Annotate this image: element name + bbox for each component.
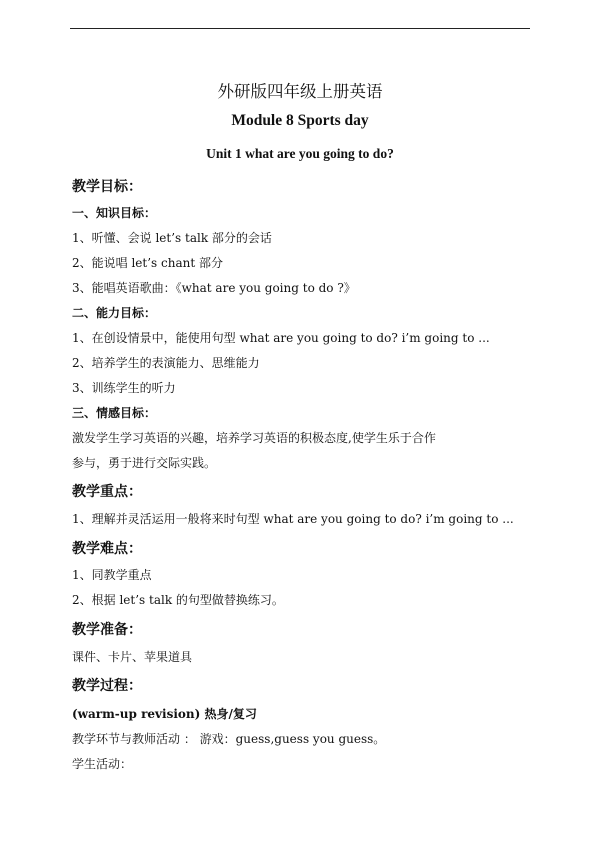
difficulty-item-2: 2、根据 let’s talk 的句型做替换练习。 xyxy=(72,593,284,607)
unit-title: Unit 1 what are you going to do? xyxy=(206,146,394,161)
key-point-1: 1、理解并灵活运用一般将来时句型 what are you going to do? i’m going to ... xyxy=(72,512,514,526)
emotion-heading: 三、情感目标： xyxy=(72,406,157,420)
student-activity: 学生活动： xyxy=(72,757,133,771)
difficulty-heading: 教学难点： xyxy=(72,541,142,557)
teacher-activity: 教学环节与教师活动 ： 游戏：guess,guess you guess。 xyxy=(72,732,386,746)
ability-heading: 二、能力目标： xyxy=(72,306,157,320)
knowledge-item-1: 1、听懂、会说 let’s talk 部分的会话 xyxy=(72,231,272,245)
ability-item-3: 3、训练学生的听力 xyxy=(72,381,176,395)
warmup-heading: (warm-up revision) 热身/复习 xyxy=(72,707,257,721)
emotion-text-2: 参与，勇于进行交际实践。 xyxy=(72,456,217,470)
difficulty-item-1: 1、同教学重点 xyxy=(72,568,152,582)
objectives-heading: 教学目标： xyxy=(72,179,142,195)
process-heading: 教学过程： xyxy=(72,678,142,694)
header-rule xyxy=(70,28,530,29)
preparation-item: 课件、卡片、苹果道具 xyxy=(72,650,193,664)
module-title: Module 8 Sports day xyxy=(231,112,369,129)
ability-item-2: 2、培养学生的表演能力、思维能力 xyxy=(72,356,260,370)
emotion-text-1: 激发学生学习英语的兴趣，培养学习英语的积极态度,使学生乐于合作 xyxy=(72,431,436,445)
knowledge-item-2: 2、能说唱 let’s chant 部分 xyxy=(72,256,223,270)
knowledge-heading: 一、知识目标： xyxy=(72,206,157,220)
preparation-heading: 教学准备： xyxy=(72,622,142,638)
ability-item-1: 1、在创设情景中，能使用句型 what are you going to do? i’m going to ... xyxy=(72,331,490,345)
knowledge-item-3: 3、能唱英语歌曲：《what are you going to do ?》 xyxy=(72,281,356,295)
key-points-heading: 教学重点： xyxy=(72,484,142,500)
document-title: 外研版四年级上册英语 xyxy=(217,82,383,101)
